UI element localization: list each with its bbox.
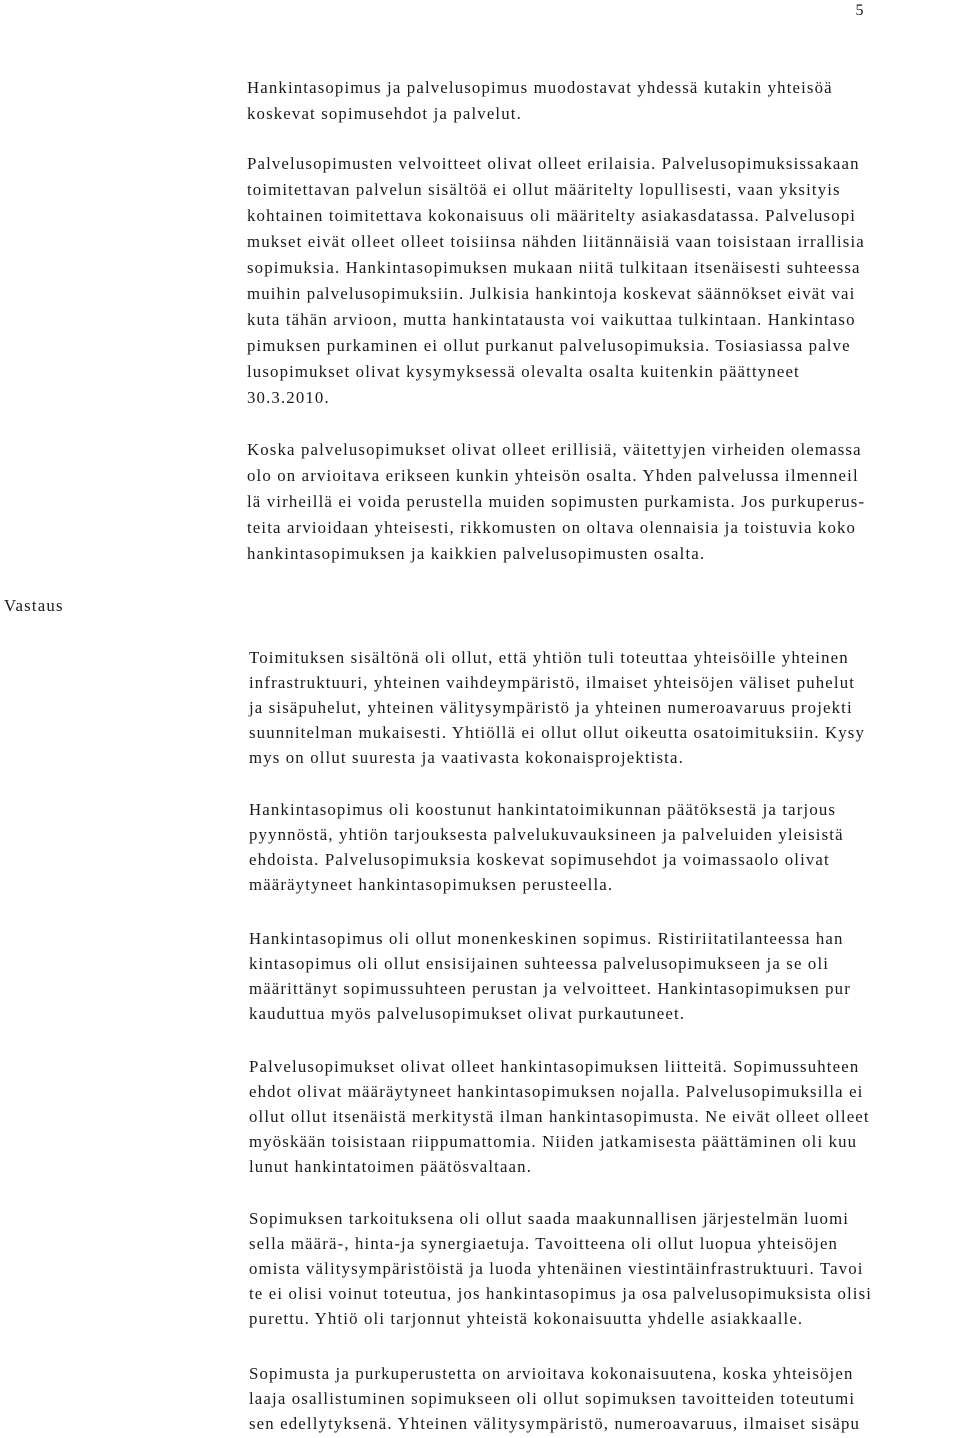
text-line: Palvelusopimukset olivat olleet hankintasopimuksen liitteitä. Sopimussuhteen	[249, 1057, 860, 1076]
text-line: koskevat sopimusehdot ja palvelut.	[247, 104, 522, 123]
text-line: pyynnöstä, yhtiön tarjouksesta palvelukuvauksineen ja palveluiden yleisistä	[249, 825, 844, 844]
text-line: ehdot olivat määräytyneet hankintasopimuksen nojalla. Palvelusopimuksilla ei	[249, 1082, 864, 1101]
text-line: mys on ollut suuresta ja vaativasta kokonaisprojektista.	[249, 748, 684, 767]
text-line: määräytyneet hankintasopimuksen perusteella.	[249, 875, 614, 894]
text-line: Koska palvelusopimukset olivat olleet erillisiä, väitettyjen virheiden olemassa	[247, 440, 862, 459]
text-line: Sopimuksen tarkoituksena oli ollut saada maakunnallisen järjestelmän luomi	[249, 1209, 850, 1228]
text-line: lä virheillä ei voida perustella muiden sopimusten purkamista. Jos purkuperus-	[247, 492, 866, 511]
text-line: kuta tähän arvioon, mutta hankintatausta voi vaikuttaa tulkintaan. Hankintaso	[247, 310, 856, 329]
text-line: sella määrä-, hinta-ja synergiaetuja. Tavoitteena oli ollut luopua yhteisöjen	[249, 1234, 839, 1253]
text-line: Sopimusta ja purkuperustetta on arvioitava kokonaisuutena, koska yhteisöjen	[249, 1364, 854, 1383]
text-line: olo on arvioitava erikseen kunkin yhteisön osalta. Yhden palvelussa ilmenneil	[247, 466, 859, 485]
text-line: sen edellytyksenä. Yhteinen välitysympäristö, numeroavaruus, ilmaiset sisäpu	[249, 1414, 861, 1433]
text-line: muihin palvelusopimuksiin. Julkisia hankintoja koskevat säännökset eivät vai	[247, 284, 856, 303]
text-line: purettu. Yhtiö oli tarjonnut yhteistä kokonaisuutta yhdelle asiakkaalle.	[249, 1309, 804, 1328]
text-line: Hankintasopimus oli ollut monenkeskinen sopimus. Ristiriitatilanteessa han	[249, 929, 844, 948]
text-line: te ei olisi voinut toteutua, jos hankintasopimus ja osa palvelusopimuksista olisi	[249, 1284, 873, 1303]
text-line: hankintasopimuksen ja kaikkien palvelusopimusten osalta.	[247, 544, 706, 563]
text-line: ja sisäpuhelut, yhteinen välitysympäristö ja yhteinen numeroavaruus projekti	[249, 698, 853, 717]
text-line: toimitettavan palvelun sisältöä ei ollut määritelty lopullisesti, vaan yksityis	[247, 180, 841, 199]
text-line: teita arvioidaan yhteisesti, rikkomusten on oltava olennaisia ja toistuvia koko	[247, 518, 857, 537]
text-line: Toimituksen sisältönä oli ollut, että yhtiön tuli toteuttaa yhteisöille yhteinen	[249, 648, 849, 667]
text-line: omista välitysympäristöistä ja luoda yhtenäinen viestintäinfrastruktuuri. Tavoi	[249, 1259, 864, 1278]
text-line: lusopimukset olivat kysymyksessä olevalta osalta kuitenkin päättyneet	[247, 362, 800, 381]
text-line: mukset eivät olleet olleet toisiinsa nähden liitännäisiä vaan toisistaan irrallisia	[247, 232, 865, 251]
text-line: 30.3.2010.	[247, 388, 330, 407]
text-line: ollut ollut itsenäistä merkitystä ilman hankintasopimusta. Ne eivät olleet olleet	[249, 1107, 870, 1126]
text-line: ehdoista. Palvelusopimuksia koskevat sopimusehdot ja voimassaolo olivat	[249, 850, 830, 869]
page-number: 5	[855, 2, 864, 19]
text-line: kauduttua myös palvelusopimukset olivat purkautuneet.	[249, 1004, 686, 1023]
text-line: pimuksen purkaminen ei ollut purkanut palvelusopimuksia. Tosiasiassa palve	[247, 336, 851, 355]
text-line: Hankintasopimus oli koostunut hankintatoimikunnan päätöksestä ja tarjous	[249, 800, 837, 819]
text-line: sopimuksia. Hankintasopimuksen mukaan niitä tulkitaan itsenäisesti suhteessa	[247, 258, 861, 277]
text-line: Hankintasopimus ja palvelusopimus muodostavat yhdessä kutakin yhteisöä	[247, 78, 833, 97]
text-line: kohtainen toimitettava kokonaisuus oli määritelty asiakasdatassa. Palvelusopi	[247, 206, 857, 225]
text-line: infrastruktuuri, yhteinen vaihdeympäristö, ilmaiset yhteisöjen väliset puhelut	[249, 673, 856, 692]
text-line: myöskään toisistaan riippumattomia. Niiden jatkamisesta päättäminen oli kuu	[249, 1132, 858, 1151]
text-line: laaja osallistuminen sopimukseen oli ollut sopimuksen tavoitteiden toteutumi	[249, 1389, 856, 1408]
text-line: lunut hankintatoimen päätösvaltaan.	[249, 1157, 533, 1176]
text-line: kintasopimus oli ollut ensisijainen suhteessa palvelusopimukseen ja se oli	[249, 954, 830, 973]
text-line: suunnitelman mukaisesti. Yhtiöllä ei ollut ollut oikeutta osatoimituksiin. Kysy	[249, 723, 866, 742]
section-heading-vastaus: Vastaus	[4, 596, 64, 615]
text-line: Palvelusopimusten velvoitteet olivat olleet erilaisia. Palvelusopimuksissakaan	[247, 154, 860, 173]
text-line: määrittänyt sopimussuhteen perustan ja velvoitteet. Hankintasopimuksen pur	[249, 979, 851, 998]
